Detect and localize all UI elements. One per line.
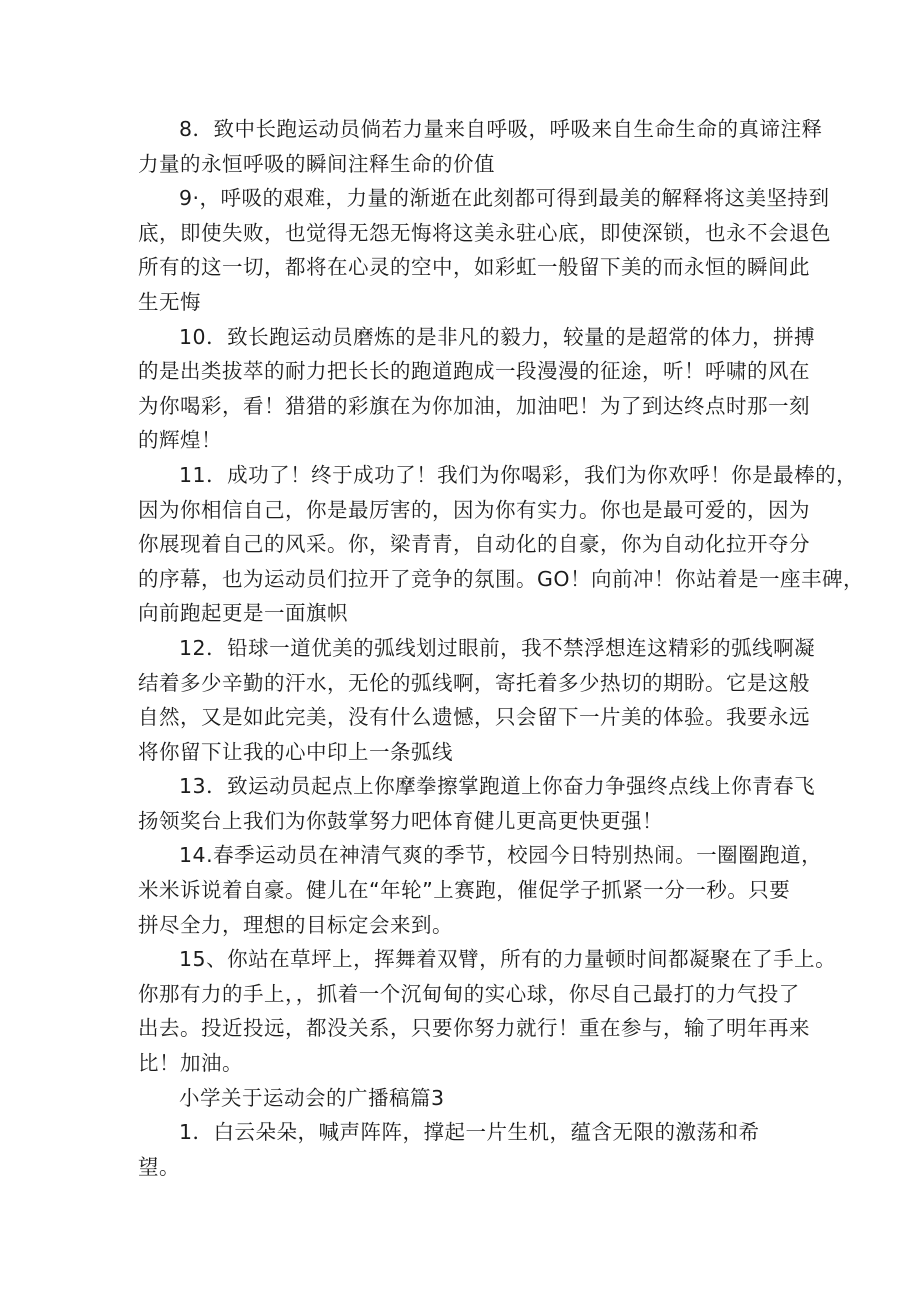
- text-line: 1．白云朵朵，喊声阵阵，撑起一片生机，蕴含无限的激荡和希: [179, 1120, 760, 1145]
- text-line: 所有的这一切，都将在心灵的空中，如彩虹一般留下美的而永恒的瞬间此: [138, 255, 810, 280]
- text-line: 你那有力的手上，，抓着一个沉甸甸的实心球，你尽自己最打的力气投了: [138, 981, 800, 1006]
- text-line: 9·，呼吸的艰难，力量的渐逝在此刻都可得到最美的解释将这美坚持到: [179, 186, 830, 211]
- text-line: 12．铅球一道优美的弧线划过眼前，我不禁浮想连这精彩的弧线啊凝: [179, 635, 816, 660]
- text-line: 扬领奖台上我们为你鼓掌努力吧体育健儿更高更快更强！: [138, 808, 663, 833]
- section-heading: 小学关于运动会的广播稿篇3: [179, 1085, 445, 1110]
- text-line: 出去。投近投远，都没关系，只要你努力就行！重在参与，输了明年再来: [138, 1016, 810, 1041]
- text-line: 为你喝彩，看！猎猎的彩旗在为你加油，加油吧！为了到达终点时那一刻: [138, 393, 810, 418]
- text-line: 结着多少辛勤的汗水，无伦的弧线啊，寄托着多少热切的期盼。它是这般: [138, 670, 810, 695]
- text-line: 10．致长跑运动员磨炼的是非凡的毅力，较量的是超常的体力，拼搏: [179, 324, 816, 349]
- text-line: 因为你相信自己，你是最厉害的，因为你有实力。你也是最可爱的，因为: [138, 497, 810, 522]
- document-body: [138, 112, 865, 1184]
- text-line: 将你留下让我的心中印上一条弧线: [138, 739, 453, 764]
- text-line: 的是出类拔萃的耐力把长长的跑道跑成一段漫漫的征途，听！呼啸的风在: [138, 359, 810, 384]
- text-line: 拼尽全力，理想的目标定会来到。: [138, 912, 453, 937]
- text-line: 米米诉说着自豪。健儿在“年轮”上赛跑，催促学子抓紧一分一秒。只要: [138, 878, 791, 903]
- text-line: 自然，又是如此完美，没有什么遗憾，只会留下一片美的体验。我要永远: [138, 705, 810, 730]
- text-line: 的辉煌！: [138, 428, 222, 453]
- text-line: 底，即使失败，也觉得无怨无悔将这美永驻心底，即使深锁，也永不会退色: [138, 220, 831, 245]
- text-line: 你展现着自己的风采。你，梁青青，自动化的自豪，你为自动化拉开夺分: [138, 532, 810, 557]
- text-line: 8．致中长跑运动员倘若力量来自呼吸，呼吸来自生命生命的真谛注释: [179, 117, 823, 141]
- text-line: 13．致运动员起点上你摩拳擦掌跑道上你奋力争强终点线上你青春飞: [179, 774, 816, 799]
- text-line: 11．成功了！终于成功了！我们为你喝彩，我们为你欢呼！你是最棒的，: [179, 462, 858, 487]
- text-line: 望。: [138, 1154, 180, 1179]
- text-line: 比！加油。: [138, 1051, 243, 1076]
- text-line: 生无悔: [138, 289, 201, 314]
- text-line: 力量的永恒呼吸的瞬间注释生命的价值: [138, 151, 495, 176]
- text-line: 15、你站在草坪上，挥舞着双臂，所有的力量顿时间都凝聚在了手上。: [179, 947, 837, 972]
- text-line: 的序幕，也为运动员们拉开了竞争的氛围。GO！向前冲！你站着是一座丰碑，: [138, 566, 865, 591]
- text-line: 14.春季运动员在神清气爽的季节，校园今日特别热闹。一圈圈跑道，: [179, 843, 823, 868]
- text-line: 向前跑起更是一面旗帜: [138, 601, 348, 626]
